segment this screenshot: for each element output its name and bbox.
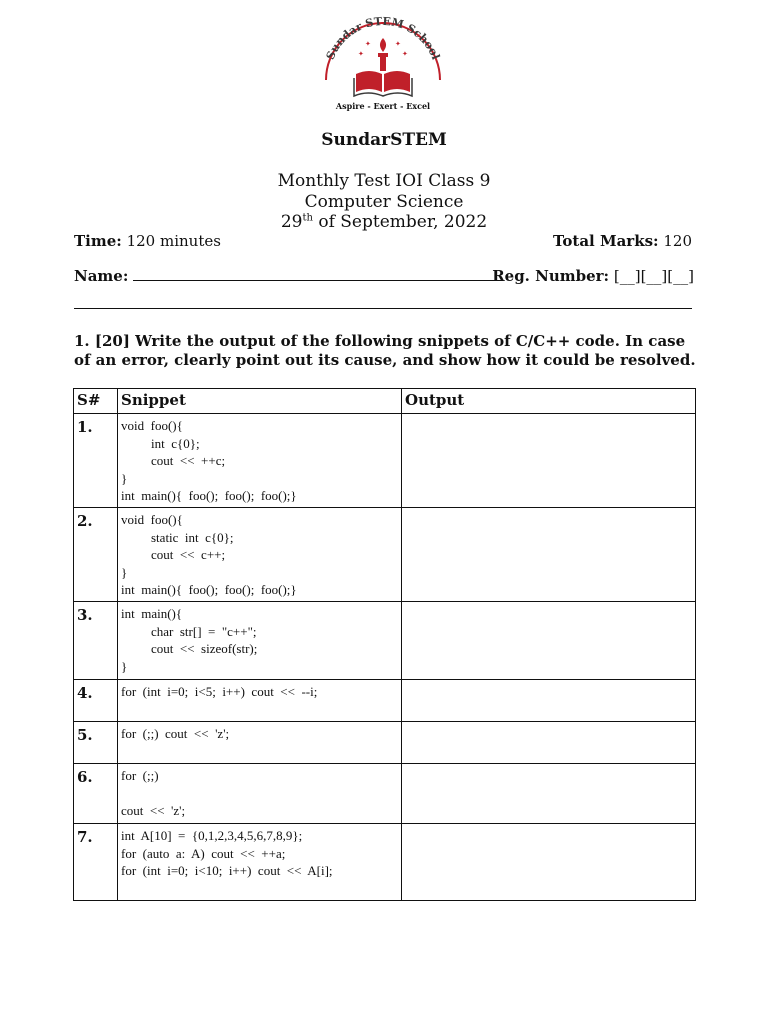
code-line: for (auto a: A) cout << ++a; — [121, 845, 286, 861]
marks-info — [553, 232, 692, 250]
school-crest — [318, 16, 448, 114]
name-field[interactable] — [74, 267, 503, 285]
time-info — [74, 232, 221, 250]
row-number: 3. — [74, 602, 118, 680]
row-number: 6. — [74, 764, 118, 824]
row-number: 4. — [74, 680, 118, 722]
header-divider — [74, 308, 692, 309]
output-cell[interactable] — [402, 722, 696, 764]
code-line: static int c{0}; — [151, 529, 234, 545]
table-row — [74, 764, 696, 824]
code-line: cout << sizeof(str); — [151, 641, 258, 656]
logo-arc-text: Sundar STEM School — [323, 16, 443, 62]
output-cell[interactable] — [402, 414, 696, 508]
svg-text:✦: ✦ — [365, 40, 371, 48]
header-snippet: Snippet — [118, 389, 402, 414]
code-line: } — [121, 658, 128, 674]
code-line: int main(){ foo(); foo(); foo();} — [121, 582, 297, 597]
reg-number-boxes[interactable]: [__][__][__] — [613, 267, 694, 285]
code-line — [121, 785, 398, 803]
time-value: 120 minutes — [126, 232, 221, 250]
table-row — [74, 508, 696, 602]
row-number: 7. — [74, 824, 118, 901]
code-line: int main(){ — [121, 606, 183, 621]
header-output: Output — [402, 389, 696, 414]
table-row — [74, 414, 696, 508]
reg-label: Reg. Number: — [492, 267, 610, 285]
marks-value: 120 — [663, 232, 692, 250]
code-line: char str[] = "c++"; — [151, 623, 257, 639]
output-cell[interactable] — [402, 824, 696, 901]
svg-text:✦: ✦ — [358, 50, 364, 58]
code-snippet — [118, 414, 402, 508]
name-blank[interactable] — [133, 268, 503, 281]
row-number: 5. — [74, 722, 118, 764]
reg-number-field[interactable] — [492, 267, 694, 285]
table-row — [74, 824, 696, 901]
row-number: 2. — [74, 508, 118, 602]
code-line: void foo(){ — [121, 512, 183, 527]
marks-label: Total Marks: — [552, 232, 659, 250]
code-line: void foo(){ — [121, 418, 183, 433]
code-line: int c{0}; — [151, 435, 200, 451]
code-line: for (int i=0; i<10; i++) cout << A[i]; — [121, 863, 333, 878]
logo-motto: Aspire - Exert - Excel — [335, 101, 431, 111]
name-label: Name: — [74, 267, 129, 285]
code-snippet — [118, 824, 402, 901]
table-row — [74, 680, 696, 722]
school-name: SundarSTEM — [321, 130, 447, 150]
code-snippet — [118, 602, 402, 680]
code-line: int main(){ foo(); foo(); foo();} — [121, 488, 297, 503]
code-snippet — [118, 680, 402, 722]
code-snippet — [118, 764, 402, 824]
time-label: Time: — [74, 232, 122, 250]
output-cell[interactable] — [402, 680, 696, 722]
output-cell[interactable] — [402, 602, 696, 680]
subject-title: Computer Science — [304, 192, 464, 212]
code-line: for (;;) cout << 'z'; — [121, 726, 230, 741]
code-line: } — [121, 470, 128, 486]
code-line: cout << c++; — [151, 547, 226, 562]
table-row — [74, 602, 696, 680]
output-cell[interactable] — [402, 508, 696, 602]
code-line: for (int i=0; i<5; i++) cout << --i; — [121, 684, 318, 699]
header-sno: S# — [74, 389, 118, 414]
row-number: 1. — [74, 414, 118, 508]
test-date — [0, 212, 768, 232]
svg-text:✦: ✦ — [395, 40, 401, 48]
code-line: cout << ++c; — [151, 453, 226, 468]
code-snippet — [118, 508, 402, 602]
date-suffix: th — [302, 212, 313, 224]
code-line: } — [121, 564, 128, 580]
code-line: cout << 'z'; — [121, 803, 186, 818]
code-snippet — [118, 722, 402, 764]
snippet-table — [73, 388, 696, 901]
test-title: Monthly Test IOI Class 9 — [277, 171, 491, 191]
svg-text:✦: ✦ — [402, 50, 408, 58]
code-line: int A[10] = {0,1,2,3,4,5,6,7,8,9}; — [121, 828, 303, 843]
code-line: for (;;) — [121, 768, 159, 783]
table-row — [74, 722, 696, 764]
date-rest: of September, 2022 — [312, 212, 488, 232]
school-logo — [318, 16, 448, 114]
question-prompt: 1. [20] Write the output of the following snippets of C/C++ code. In case of an error, clearly point out its cause, and show how it could be resolved. — [74, 332, 696, 369]
date-day: 29 — [280, 212, 303, 232]
output-cell[interactable] — [402, 764, 696, 824]
table-header-row — [74, 389, 696, 414]
